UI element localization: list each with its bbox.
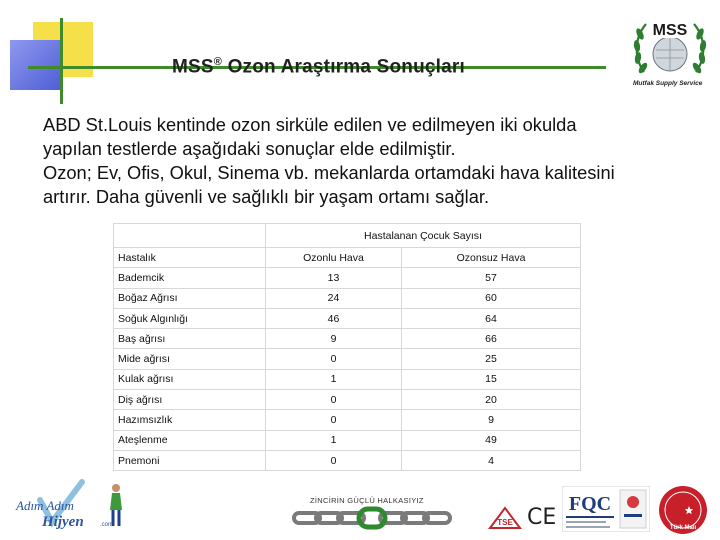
svg-text:FQC: FQC	[568, 493, 612, 515]
no-ozone-value-cell: 20	[402, 390, 581, 410]
ozone-value-cell: 9	[266, 329, 402, 349]
ozone-value-cell: 0	[266, 450, 402, 470]
ce-mark: CE	[527, 505, 557, 530]
ozone-value-cell: 46	[266, 308, 402, 328]
column-header: Ozonsuz Hava	[402, 248, 581, 268]
no-ozone-value-cell: 64	[402, 308, 581, 328]
no-ozone-value-cell: 15	[402, 369, 581, 389]
disease-cell: Kulak ağrısı	[114, 369, 266, 389]
intro-line: yapılan testlerde aşağıdaki sonuçlar elde edilmiştir.	[43, 138, 456, 159]
svg-text:Türk Malı: Türk Malı	[669, 525, 697, 531]
table-row	[114, 450, 581, 470]
tse-logo	[488, 506, 522, 530]
results-table	[113, 223, 581, 471]
disease-cell: Diş ağrısı	[114, 390, 266, 410]
disease-cell: Boğaz Ağrısı	[114, 288, 266, 308]
table-row	[114, 430, 581, 450]
disease-cell: Bademcik	[114, 268, 266, 288]
ozone-value-cell: 0	[266, 390, 402, 410]
no-ozone-value-cell: 49	[402, 430, 581, 450]
ozone-value-cell: 0	[266, 410, 402, 430]
disease-cell: Baş ağrısı	[114, 329, 266, 349]
disease-cell: Ateşlenme	[114, 430, 266, 450]
decorative-blue-square	[10, 40, 60, 90]
disease-cell: Mide ağrısı	[114, 349, 266, 369]
table-row	[114, 410, 581, 430]
ozone-value-cell: 1	[266, 430, 402, 450]
turk-mali-seal	[654, 484, 712, 536]
table-row	[114, 349, 581, 369]
table-corner-cell	[114, 224, 266, 248]
intro-line: artırır. Daha güvenli ve sağlıklı bir yaşam ortamı sağlar.	[43, 186, 490, 207]
svg-text:.com: .com	[100, 522, 114, 528]
table-row	[114, 288, 581, 308]
no-ozone-value-cell: 25	[402, 349, 581, 369]
ozone-value-cell: 0	[266, 349, 402, 369]
disease-cell: Pnemoni	[114, 450, 266, 470]
decorative-vertical-line	[60, 18, 63, 104]
svg-text:Adım Adım: Adım Adım	[16, 498, 74, 513]
intro-paragraph	[43, 113, 703, 209]
disease-cell: Soğuk Algınlığı	[114, 308, 266, 328]
intro-line: ABD St.Louis kentinde ozon sirküle edilen ve edilmeyen iki okulda	[43, 114, 577, 135]
ozone-value-cell: 13	[266, 268, 402, 288]
table-row	[114, 308, 581, 328]
mss-tagline: Mutfak Supply Service	[633, 80, 703, 87]
hijyen-logo	[12, 478, 132, 536]
intro-line: Ozon; Ev, Ofis, Okul, Sinema vb. mekanlarda ortamdaki hava kalitesini	[43, 162, 615, 183]
chain-caption: ZİNCİRİN GÜÇLÜ HALKASIYIZ	[310, 496, 424, 505]
page-title: MSS® Ozon Araştırma Sonuçları	[172, 56, 466, 78]
table-row	[114, 369, 581, 389]
disease-cell: Hazımsızlık	[114, 410, 266, 430]
no-ozone-value-cell: 66	[402, 329, 581, 349]
table-group-header: Hastalanan Çocuk Sayısı	[266, 224, 581, 248]
column-header: Hastalık	[114, 248, 266, 268]
svg-text:TSE: TSE	[497, 518, 513, 527]
ozone-value-cell: 24	[266, 288, 402, 308]
chain-icon	[292, 506, 454, 530]
svg-text:Hijyen: Hijyen	[42, 514, 84, 530]
column-header: Ozonlu Hava	[266, 248, 402, 268]
ozone-value-cell: 1	[266, 369, 402, 389]
svg-text:MSS: MSS	[652, 22, 688, 39]
no-ozone-value-cell: 60	[402, 288, 581, 308]
table-row	[114, 390, 581, 410]
table-row	[114, 329, 581, 349]
no-ozone-value-cell: 4	[402, 450, 581, 470]
fqc-certificate-logo	[562, 486, 650, 532]
no-ozone-value-cell: 9	[402, 410, 581, 430]
no-ozone-value-cell: 57	[402, 268, 581, 288]
table-row	[114, 268, 581, 288]
